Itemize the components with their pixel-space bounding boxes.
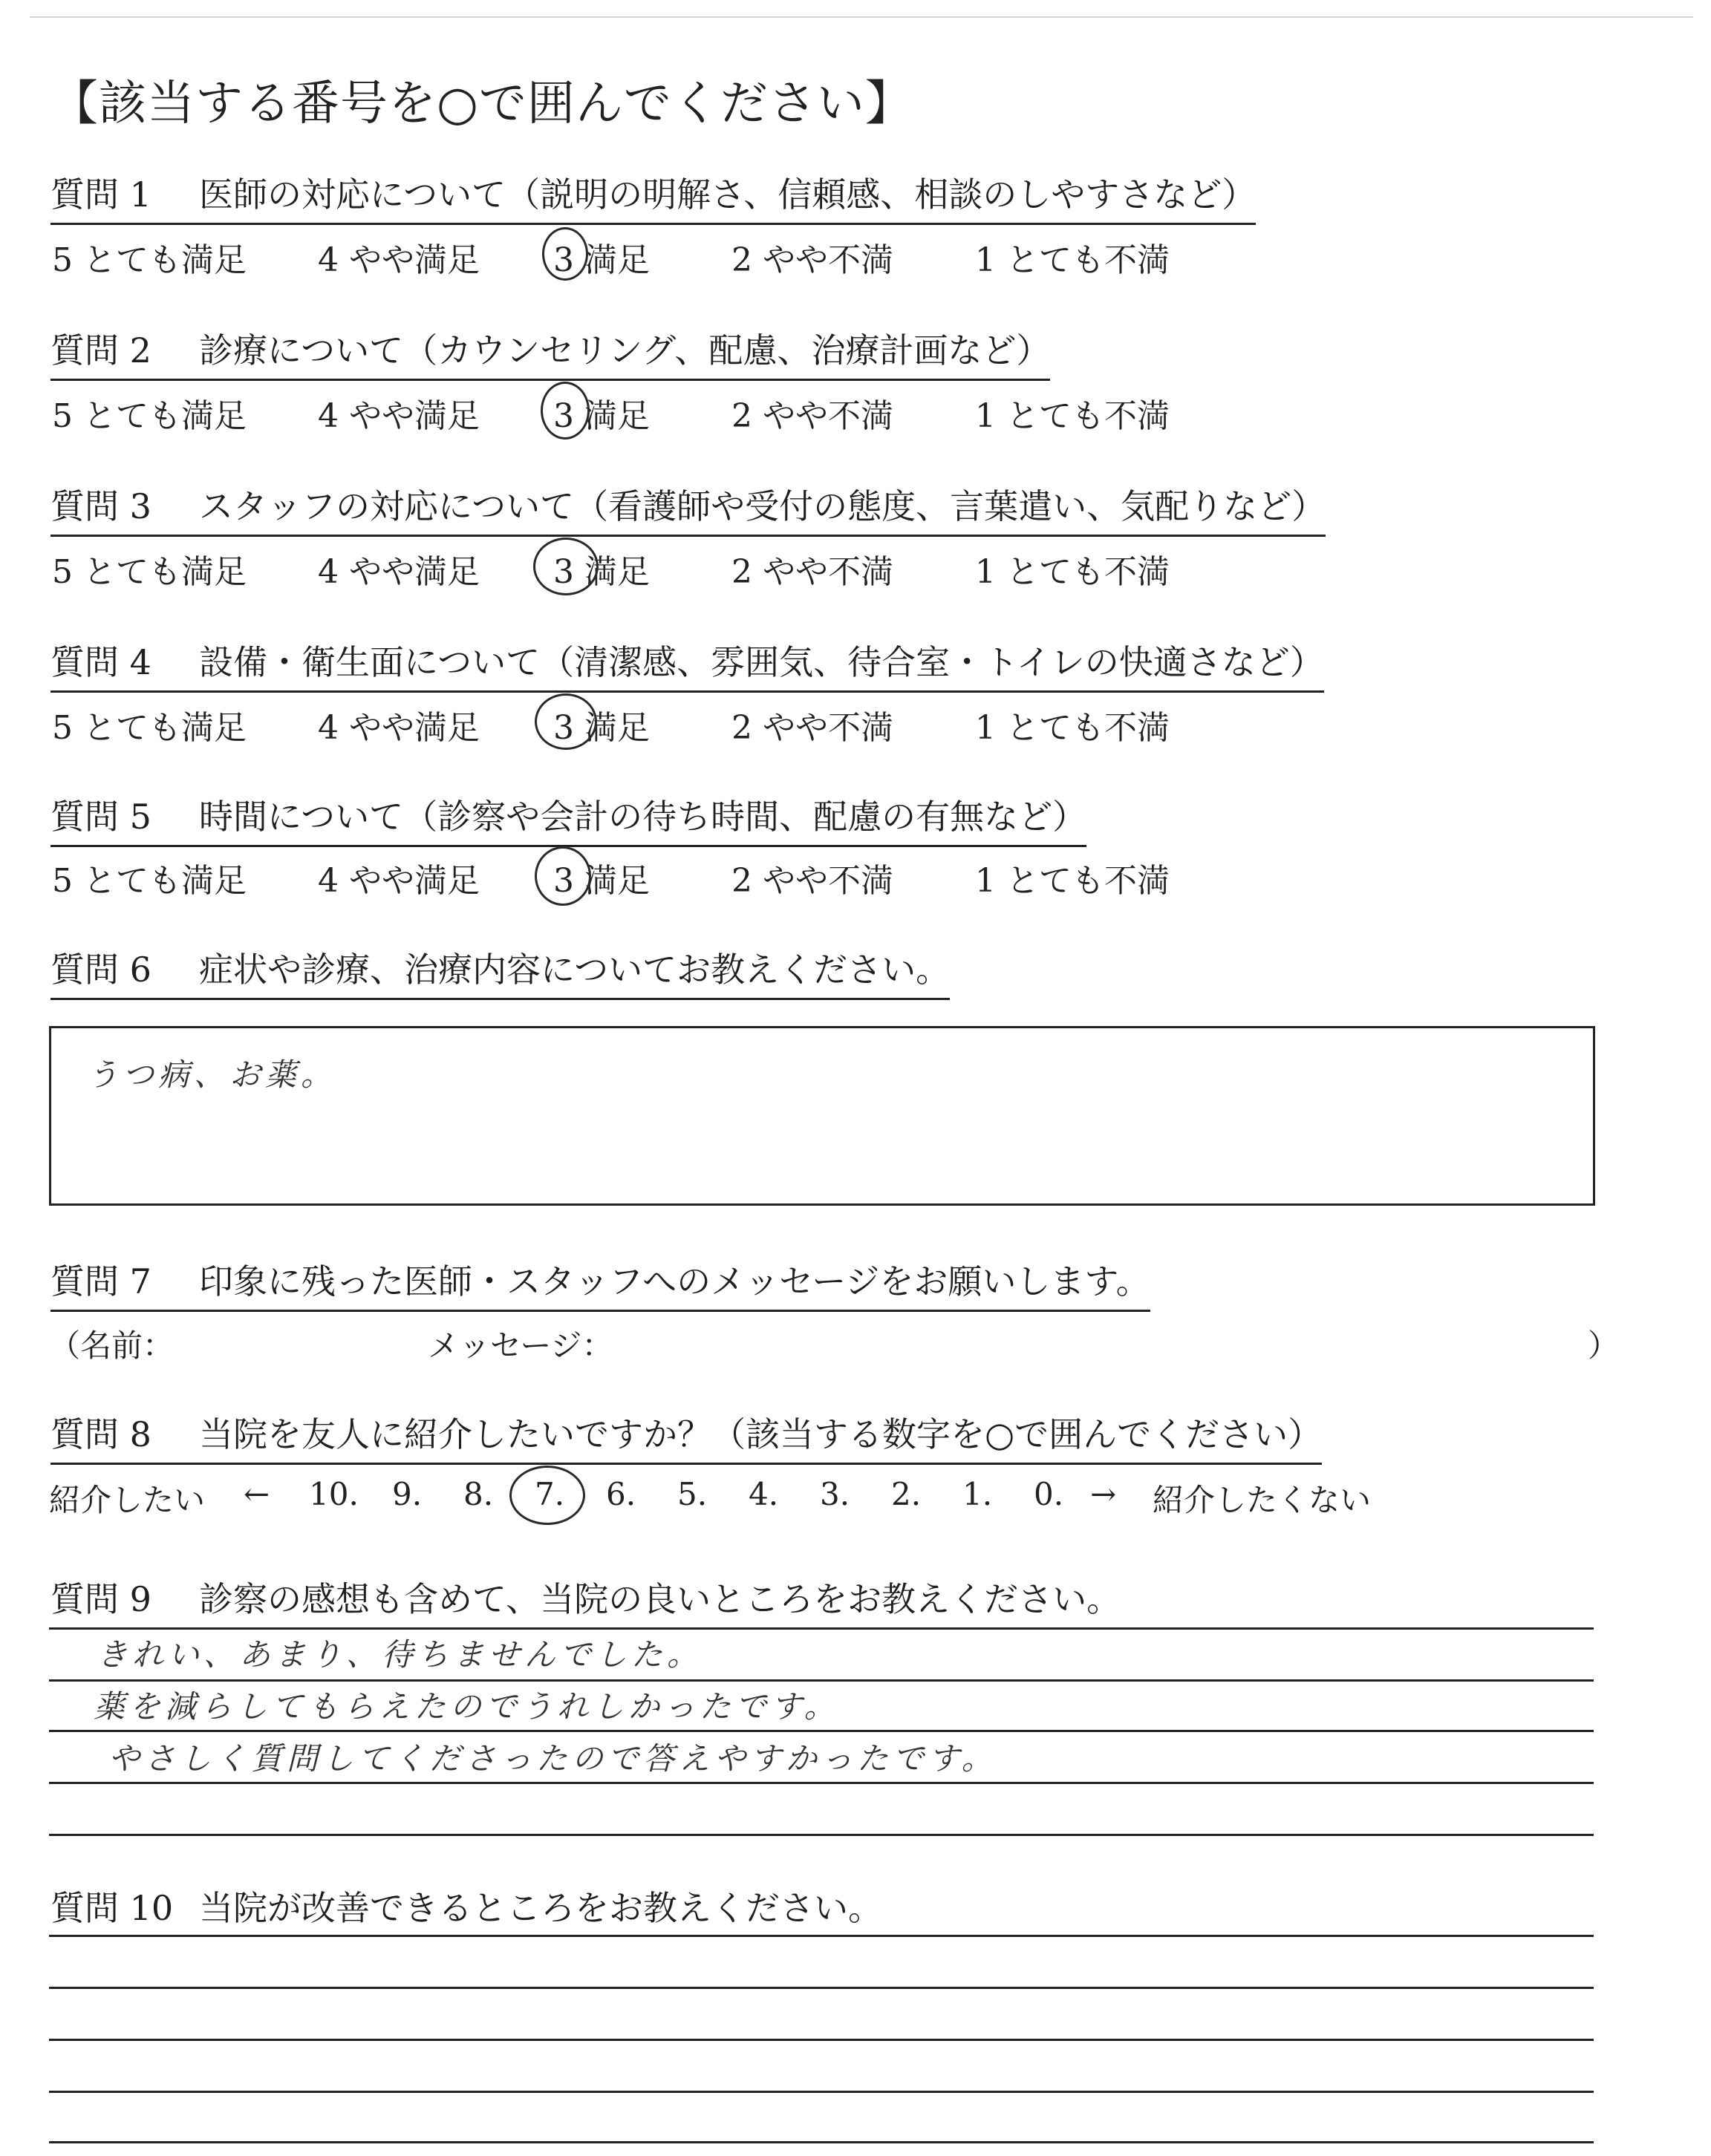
scale-5[interactable]: 5. [677, 1476, 708, 1512]
question-7-number: 質問 7 [50, 1261, 151, 1301]
option-1[interactable]: 1 とても不満 [975, 397, 1170, 435]
option-4[interactable]: 4 やや満足 [318, 553, 480, 591]
question-8-number: 質問 8 [50, 1414, 151, 1454]
question-8-text: 当院を友人に紹介したいですか？（該当する数字を○で囲んでください） [199, 1414, 1323, 1454]
question-9-text: 診察の感想も含めて、当院の良いところをお教えください。 [199, 1579, 1121, 1619]
scale-3[interactable]: 3. [820, 1476, 850, 1512]
option-3[interactable]: 3 満足 [553, 241, 650, 279]
option-1[interactable]: 1 とても不満 [975, 241, 1170, 279]
option-2[interactable]: 2 やや不満 [731, 397, 893, 435]
question-5-text: 時間について（診察や会計の待ち時間、配慮の有無など） [199, 797, 1087, 837]
answer-box-6[interactable] [49, 1026, 1595, 1206]
question-5 [50, 790, 1086, 847]
scale-9[interactable]: 9. [392, 1476, 423, 1512]
option-4[interactable]: 4 やや満足 [318, 862, 480, 900]
option-3[interactable]: 3 満足 [553, 862, 650, 900]
answer-line [49, 1834, 1594, 1836]
question-1-options [52, 233, 1314, 278]
message-label: メッセージ： [428, 1327, 613, 1364]
selection-circle [533, 538, 599, 595]
scale-10[interactable]: 10. [309, 1476, 359, 1512]
page-heading: 【該当する番号を○で囲んでください】 [50, 76, 913, 131]
option-4[interactable]: 4 やや満足 [318, 709, 480, 747]
answer-line [49, 1935, 1594, 1937]
option-5[interactable]: 5 とても満足 [52, 709, 247, 747]
question-5-number: 質問 5 [50, 797, 151, 837]
option-2[interactable]: 2 やや不満 [731, 709, 893, 747]
question-6-text: 症状や診療、治療内容についてお教えください。 [199, 950, 951, 990]
question-1-text: 医師の対応について（説明の明解さ、信頼感、相談のしやすさなど） [199, 174, 1257, 215]
right-arrow: → [1090, 1476, 1117, 1512]
top-border [30, 16, 1693, 18]
answer-line [49, 2141, 1594, 2143]
selection-circle [535, 846, 591, 906]
answer-line [49, 1730, 1594, 1732]
answer-line [49, 1987, 1594, 1989]
option-5[interactable]: 5 とても満足 [52, 862, 247, 900]
selection-circle [542, 227, 588, 281]
scale-right-label: 紹介したくない [1153, 1482, 1372, 1518]
option-3[interactable]: 3 満足 [553, 397, 650, 435]
option-3[interactable]: 3 満足 [553, 709, 650, 747]
question-1 [50, 168, 1256, 225]
question-4 [50, 636, 1324, 693]
option-1[interactable]: 1 とても不満 [975, 553, 1170, 591]
handwritten-answer-9-line-1: きれい、あまり、待ちませんでした。 [97, 1636, 703, 1673]
option-4[interactable]: 4 やや満足 [318, 397, 480, 435]
question-9-number: 質問 9 [50, 1579, 151, 1619]
option-2[interactable]: 2 やや不満 [731, 553, 893, 591]
question-3-number: 質問 3 [50, 486, 151, 526]
option-1[interactable]: 1 とても不満 [975, 862, 1170, 900]
question-4-number: 質問 4 [50, 642, 151, 682]
selection-circle [535, 693, 597, 750]
question-2-text: 診療について（カウンセリング、配慮、治療計画など） [199, 330, 1051, 370]
question-6-number: 質問 6 [50, 950, 151, 990]
question-4-options [52, 701, 1314, 745]
scale-left-label: 紹介したい [49, 1482, 206, 1518]
question-10-number: 質問 10 [50, 1888, 174, 1928]
question-6 [50, 943, 950, 1000]
selection-circle [509, 1466, 585, 1525]
scale-0[interactable]: 0. [1034, 1476, 1064, 1512]
question-8 [50, 1408, 1322, 1465]
option-3[interactable]: 3 満足 [553, 553, 650, 591]
handwritten-answer-6: うつ病、お薬。 [87, 1056, 337, 1093]
question-3 [50, 480, 1326, 537]
answer-line [49, 1679, 1594, 1682]
scale-1[interactable]: 1. [962, 1476, 993, 1512]
left-arrow: ← [244, 1476, 270, 1512]
scale-6[interactable]: 6. [606, 1476, 636, 1512]
option-5[interactable]: 5 とても満足 [52, 397, 247, 435]
question-2-options [52, 389, 1314, 434]
question-7 [50, 1255, 1150, 1312]
handwritten-answer-9-line-3: やさしく質問してくださったので答えやすかったです。 [108, 1740, 997, 1777]
option-2[interactable]: 2 やや不満 [731, 241, 893, 279]
scale-7[interactable]: 7. [535, 1476, 565, 1512]
option-5[interactable]: 5 とても満足 [52, 241, 247, 279]
selection-circle [541, 382, 590, 440]
question-1-number: 質問 1 [50, 174, 151, 215]
question-5-options [52, 854, 1314, 898]
question-10-text: 当院が改善できるところをお教えください。 [199, 1888, 882, 1928]
scale-2[interactable]: 2. [891, 1476, 922, 1512]
option-5[interactable]: 5 とても満足 [52, 553, 247, 591]
answer-line [49, 2039, 1594, 2041]
question-4-text: 設備・衛生面について（清潔感、雰囲気、待合室・トイレの快適さなど） [199, 642, 1324, 682]
question-2 [50, 324, 1050, 381]
close-paren: ） [1588, 1327, 1620, 1364]
question-7-text: 印象に残った医師・スタッフへのメッセージをお願いします。 [199, 1261, 1150, 1301]
option-2[interactable]: 2 やや不満 [731, 862, 893, 900]
option-1[interactable]: 1 とても不満 [975, 709, 1170, 747]
question-2-number: 質問 2 [50, 330, 151, 370]
answer-line [49, 2091, 1594, 2093]
recommend-scale [49, 1476, 1609, 1520]
scale-4[interactable]: 4. [749, 1476, 779, 1512]
answer-line [49, 1627, 1594, 1630]
question-3-options [52, 545, 1314, 589]
scale-8[interactable]: 8. [463, 1476, 494, 1512]
name-label: （名前： [49, 1327, 175, 1364]
option-4[interactable]: 4 やや満足 [318, 241, 480, 279]
answer-line [49, 1782, 1594, 1784]
handwritten-answer-9-line-2: 薬を減らしてもらえたのでうれしかったです。 [94, 1688, 840, 1725]
question-10 [50, 1881, 882, 1936]
question-3-text: スタッフの対応について（看護師や受付の態度、言葉遣い、気配りなど） [199, 486, 1326, 526]
question-9 [50, 1572, 1121, 1627]
